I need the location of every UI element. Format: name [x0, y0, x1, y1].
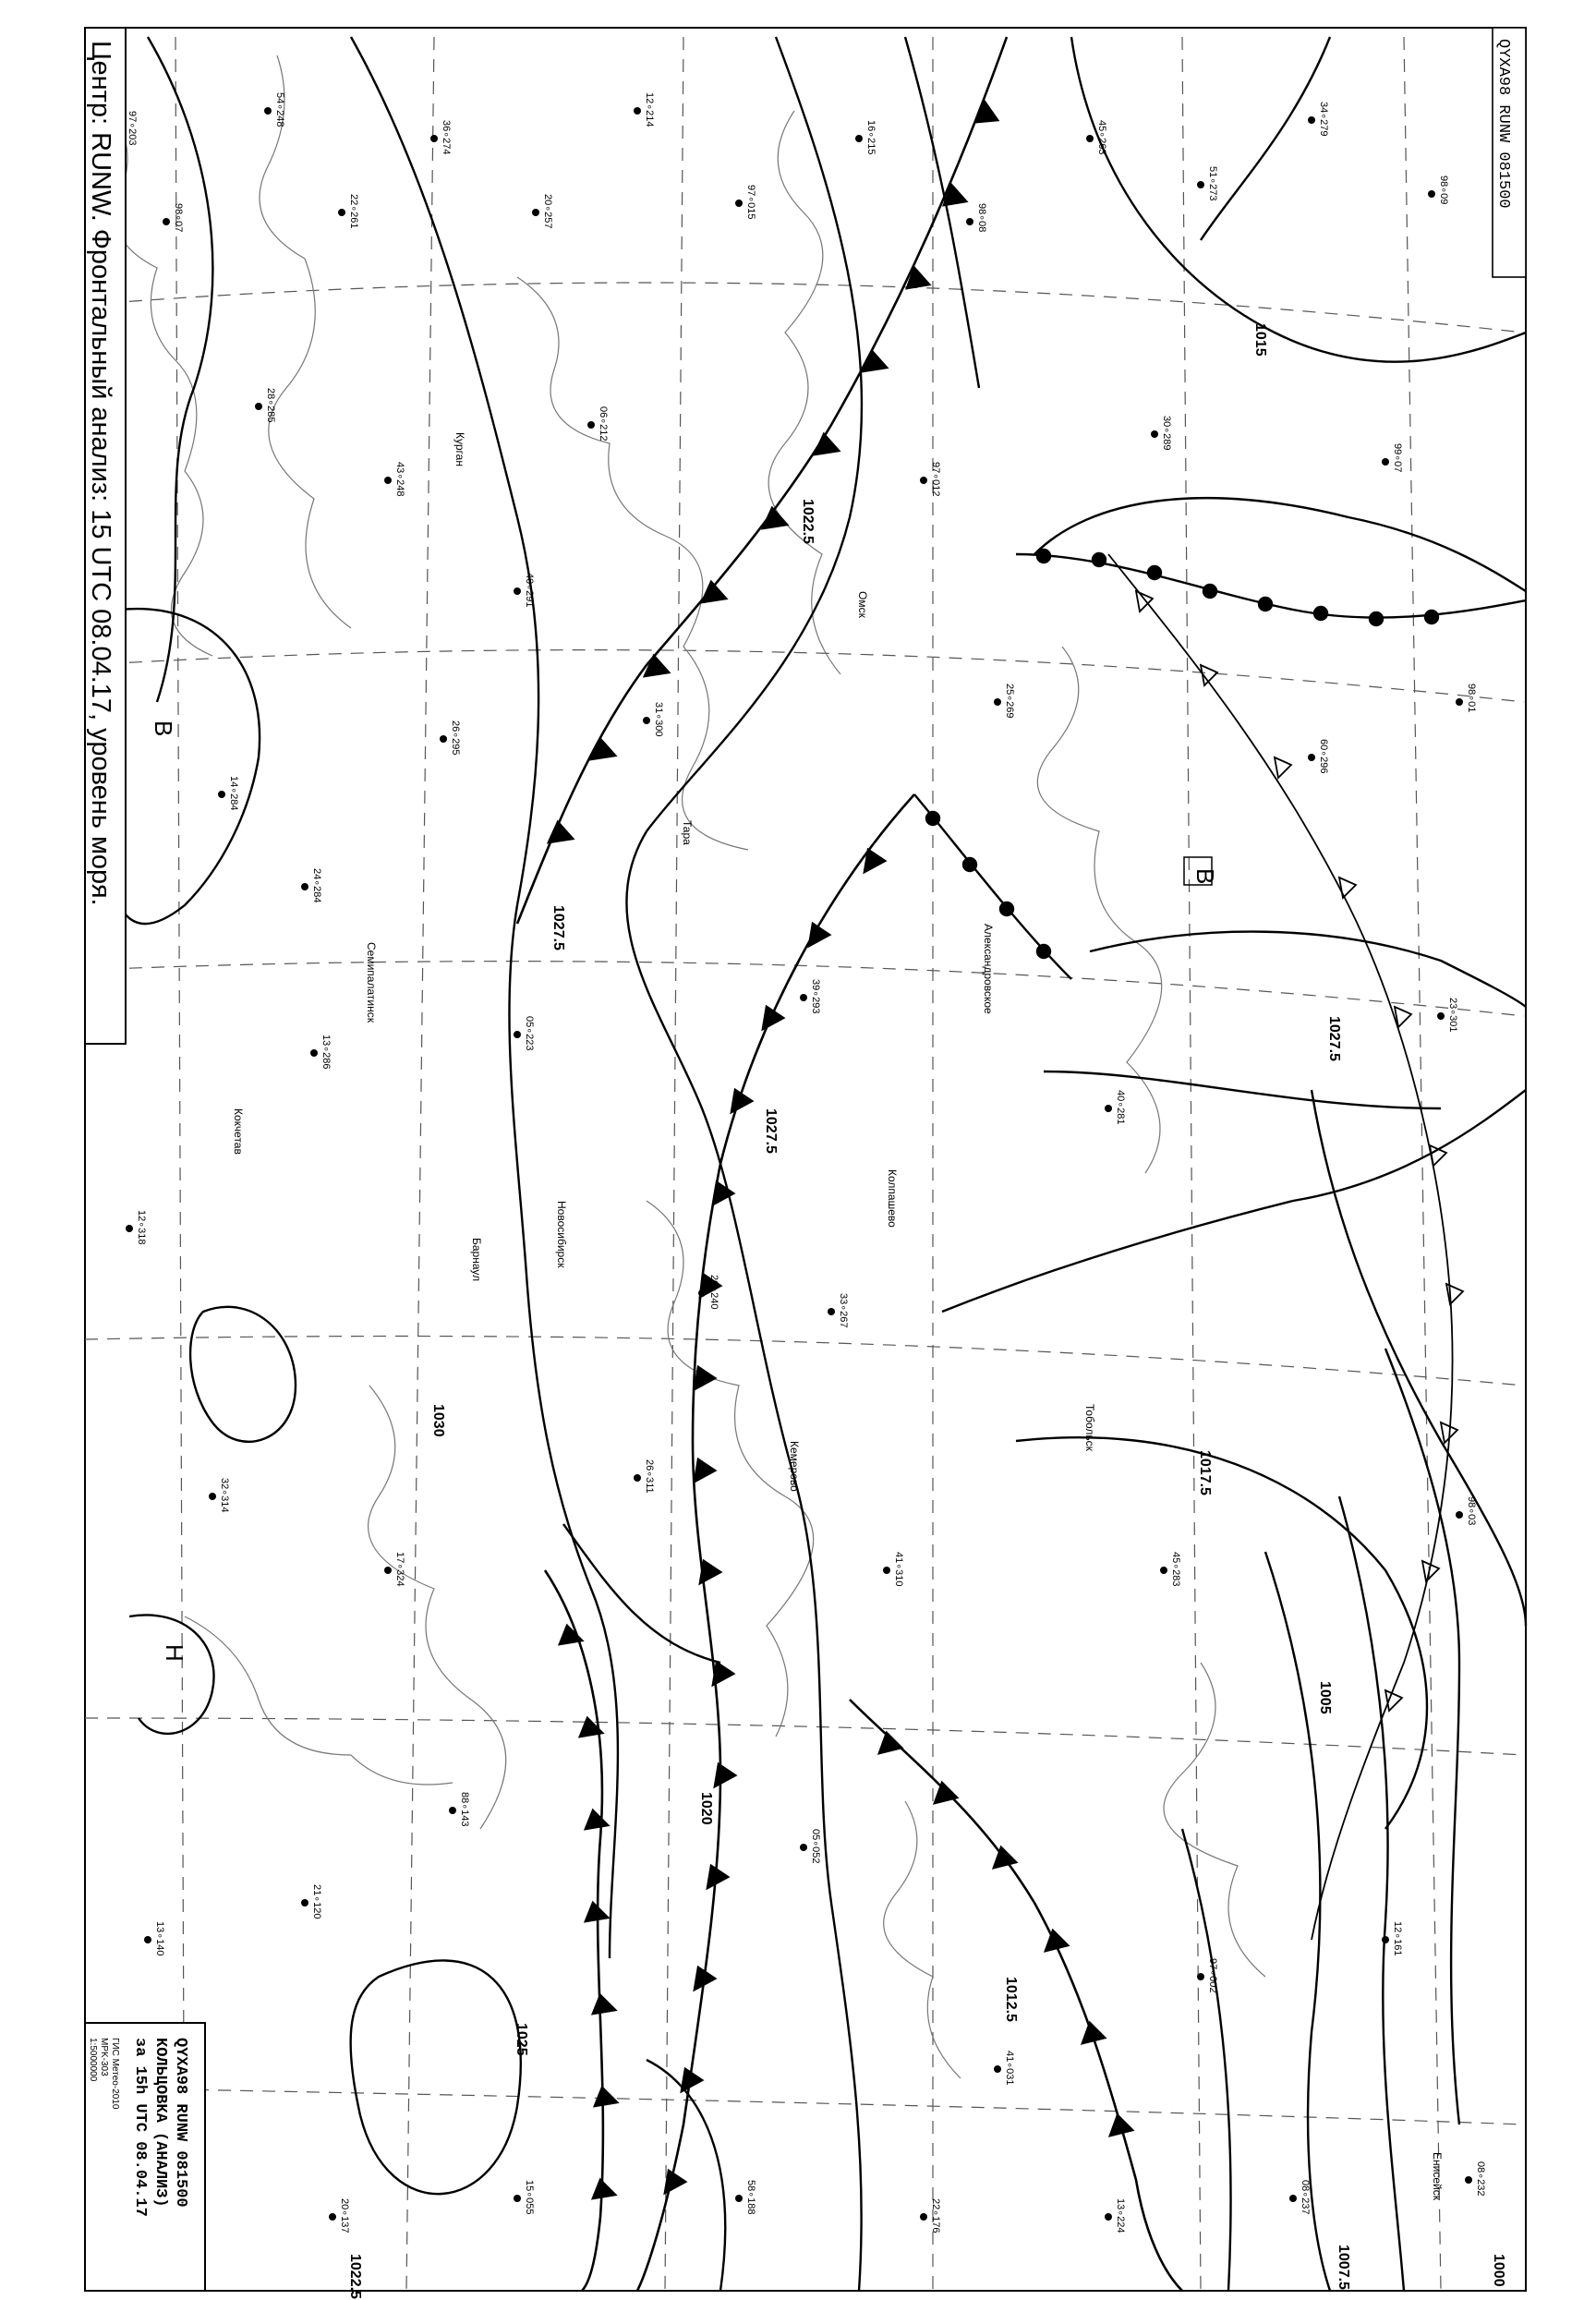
isobar-label: 1012.5 [1003, 1977, 1019, 2022]
isobar-label: 1030 [430, 1404, 446, 1437]
high-center-label: В [150, 720, 177, 737]
station-name: Тара [681, 820, 694, 845]
station-value: 97∘012 [930, 462, 941, 497]
isobar-label: 1015 [1252, 323, 1268, 357]
station-value: 40∘281 [1115, 1090, 1126, 1125]
isobar-label: 1025 [514, 2023, 529, 2056]
station-value: 26∘311 [644, 1459, 655, 1494]
station-value: 98∘09 [1438, 176, 1449, 205]
isobar-label: 1017.5 [1197, 1450, 1213, 1495]
station-name: Кокчетав [232, 1108, 245, 1155]
station-value: 32∘314 [219, 1478, 230, 1513]
legend-line-2: КОЛЬЦОВКА (АНАЛИЗ) [151, 2038, 169, 2208]
station-value: 41∘031 [1004, 2051, 1015, 2086]
isobar-label: 1022.5 [347, 2254, 363, 2299]
station-value: 15∘055 [524, 2180, 535, 2215]
station-name: Александровское [982, 924, 995, 1014]
station-value: 17∘324 [394, 1552, 405, 1587]
isobar-label: 1022.5 [800, 499, 816, 544]
station-value: 40∘291 [524, 573, 535, 608]
isobar-label: 1007.5 [1336, 2245, 1351, 2290]
station-name: Тобольск [1083, 1404, 1096, 1451]
station-value: 05∘223 [524, 1016, 535, 1051]
map-title: Центр: RUNW. Фронтальный анализ: 15 UTC 08.04.17, уровень моря. [86, 41, 115, 906]
station-name: Енисейск [1431, 2152, 1444, 2200]
station-name: Колпашево [886, 1169, 899, 1228]
corner-code: QYXA98 RUNW 081500 [1494, 39, 1512, 209]
station-value: 45∘283 [1170, 1552, 1181, 1587]
station-value: 34∘279 [1318, 102, 1329, 137]
high-center-label: В [1191, 868, 1219, 885]
station-value: 36∘274 [441, 120, 452, 155]
station-value: 08∘237 [1300, 2180, 1311, 2215]
isobar-label: 1005 [1317, 1681, 1333, 1714]
station-name: Барнаул [470, 1238, 483, 1282]
station-name: Курган [453, 432, 466, 466]
station-value: 41∘310 [893, 1552, 904, 1587]
legend-line-3: за 15h UTC 08.04.17 [131, 2038, 149, 2217]
station-value: 21∘120 [311, 1884, 322, 1919]
station-value: 98∘08 [976, 203, 987, 233]
station-value: 54∘248 [274, 92, 285, 127]
station-name: Семипалатинск [365, 942, 378, 1023]
station-value: 98∘07 [173, 203, 184, 233]
station-value: 97∘002 [1207, 1958, 1218, 1993]
station-value: 98∘03 [1466, 1496, 1477, 1526]
station-value: 97∘015 [745, 185, 756, 220]
station-name: Омск [856, 591, 869, 618]
station-value: 43∘248 [394, 462, 405, 497]
station-value: 23∘301 [1447, 998, 1458, 1033]
station-value: 22∘261 [348, 194, 359, 229]
station-value: 24∘284 [311, 868, 322, 903]
station-value: 12∘318 [136, 1210, 147, 1245]
station-value: 20∘257 [542, 194, 553, 229]
station-name: Кемерово [788, 1441, 801, 1492]
station-value: 25∘269 [1004, 684, 1015, 719]
station-value: 20∘240 [708, 1275, 719, 1310]
station-value: 22∘176 [930, 2198, 941, 2233]
isobar-label: 1000 [1491, 2254, 1506, 2287]
isobar-label: 1020 [698, 1792, 714, 1825]
station-value: 26∘295 [450, 720, 461, 756]
isobar-label: 1027.5 [763, 1108, 779, 1154]
station-value: 12∘161 [1392, 1921, 1403, 1956]
isobar-label: 1027.5 [550, 905, 566, 950]
station-value: 98∘01 [1466, 684, 1477, 713]
station-value: 33∘267 [838, 1293, 849, 1328]
station-value: 14∘284 [228, 776, 239, 811]
station-value: 88∘143 [459, 1792, 470, 1827]
station-value: 45∘263 [1096, 120, 1107, 155]
station-value: 30∘289 [1161, 416, 1172, 451]
legend-credit-3: 1:5000000 [88, 2038, 98, 2082]
station-value: 58∘188 [745, 2180, 756, 2215]
station-value: 05∘052 [810, 1829, 821, 1864]
station-value: 13∘140 [154, 1921, 165, 1956]
legend-line-1: QYXA98 RUNW 081500 [172, 2038, 189, 2208]
station-value: 20∘137 [339, 2198, 350, 2233]
station-value: 13∘224 [1115, 2198, 1126, 2233]
isobar-label: 1027.5 [1326, 1016, 1342, 1061]
station-value: 13∘286 [320, 1035, 332, 1070]
station-value: 16∘215 [865, 120, 877, 155]
station-value: 06∘212 [598, 406, 609, 442]
legend-credit-1: ГИС Метео-2010 [110, 2038, 120, 2110]
station-value: 31∘300 [653, 702, 664, 737]
station-name: Новосибирск [555, 1201, 568, 1268]
station-value: 12∘214 [644, 92, 655, 127]
station-value: 39∘293 [810, 979, 821, 1014]
station-value: 99∘07 [1392, 443, 1403, 473]
station-value: 08∘232 [1475, 2161, 1486, 2197]
station-value: 28∘285 [265, 388, 276, 423]
station-value: 97∘203 [127, 111, 138, 146]
station-value: 51∘273 [1207, 166, 1218, 201]
low-center-label: Н [161, 1644, 188, 1662]
legend-credit-2: MPK-303 [99, 2038, 109, 2076]
station-value: 60∘296 [1318, 739, 1329, 774]
